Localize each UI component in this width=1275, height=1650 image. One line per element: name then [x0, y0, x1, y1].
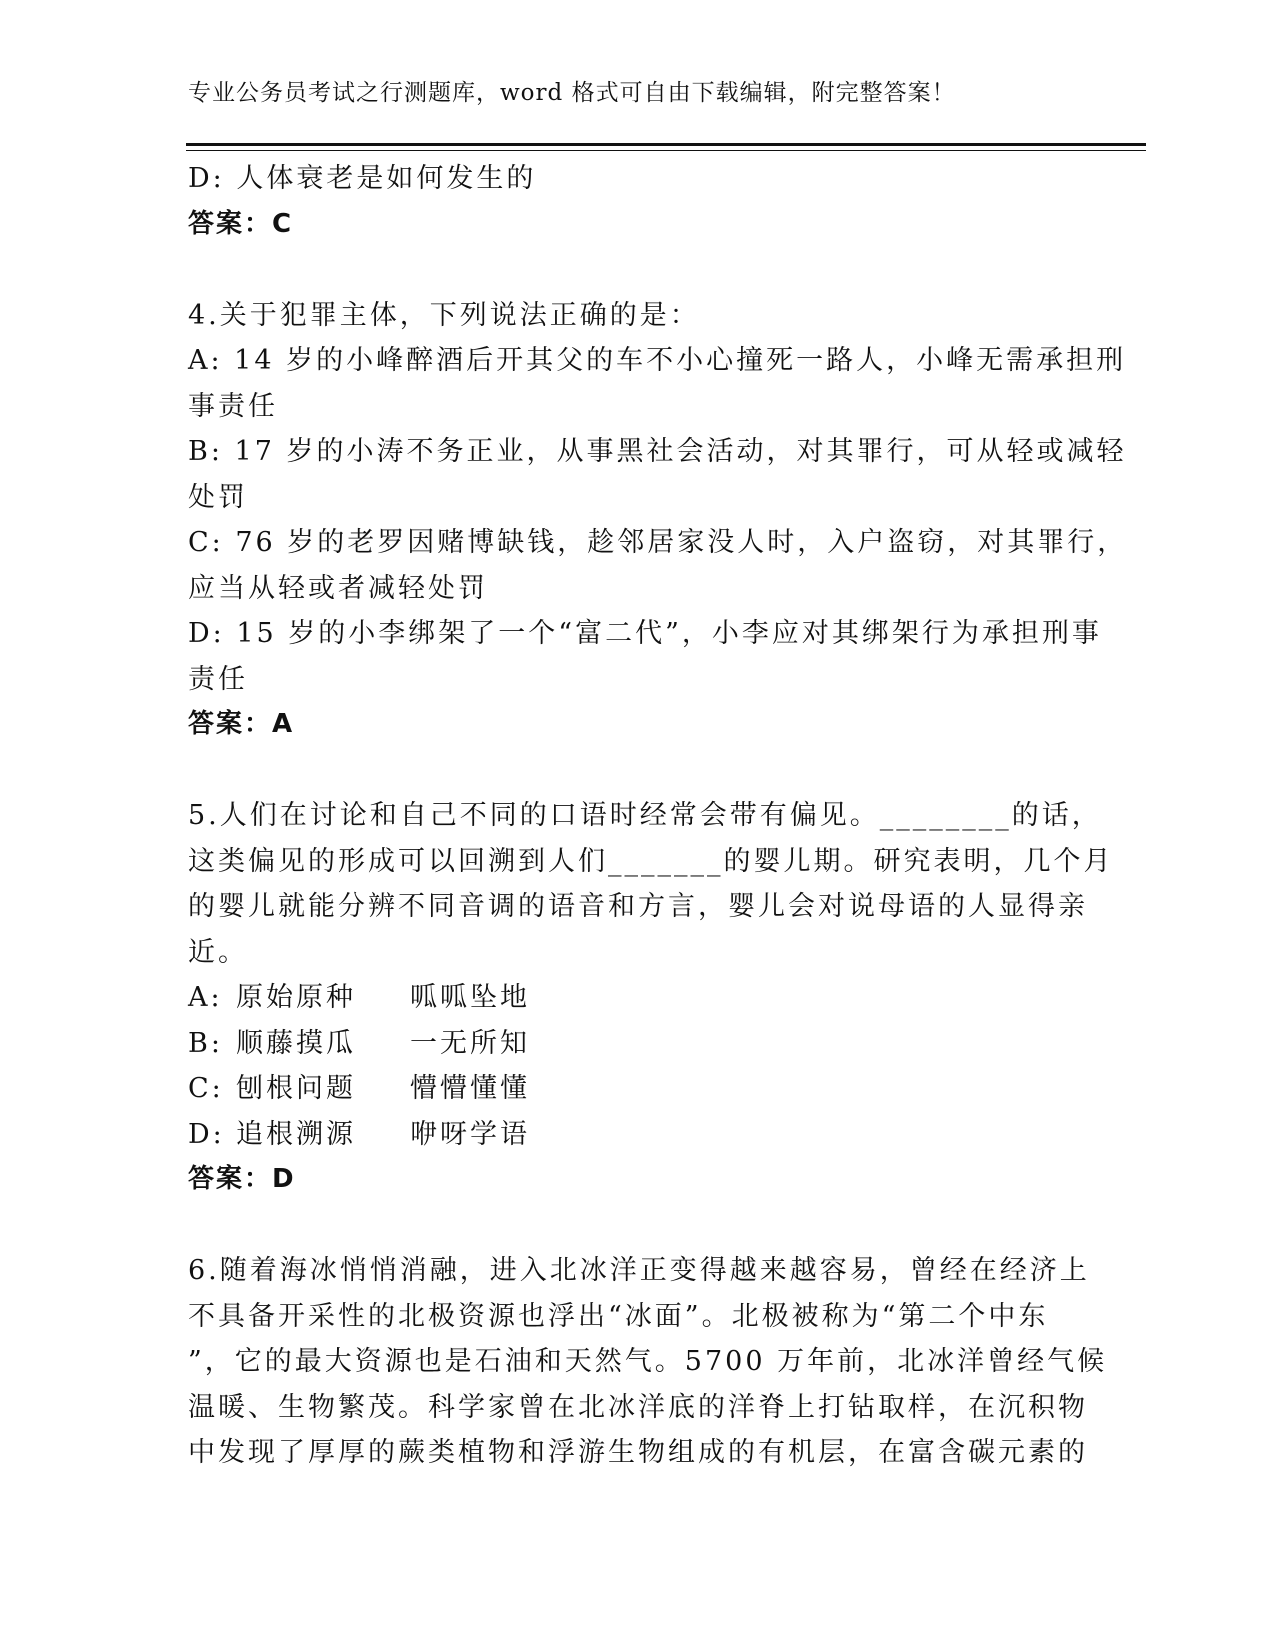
option-line: B: 17 岁的小涛不务正业，从事黑社会活动，对其罪行，可从轻或减轻: [188, 436, 1127, 467]
question-stem: 温暖、生物繁茂。科学家曾在北冰洋底的洋脊上打钻取样，在沉积物: [188, 1391, 1088, 1423]
spacer: [188, 247, 1088, 293]
page-header: 专业公务员考试之行测题库，word 格式可自由下载编辑，附完整答案！: [188, 80, 956, 106]
option-line: 责任: [188, 663, 248, 695]
question-stem: 近。: [188, 936, 248, 968]
question-6: [188, 1248, 1108, 1476]
answer-line: 答案：A: [188, 709, 295, 739]
question-stem: 5.人们在讨论和自己不同的口语时经常会带有偏见。________的话，: [188, 800, 1102, 831]
option-label: B:: [188, 1027, 223, 1059]
question-stem: 的婴儿就能分辨不同音调的语音和方言，婴儿会对说母语的人显得亲: [188, 891, 1088, 922]
header-rule-thin: [186, 150, 1146, 151]
option-first-word: 追根溯源: [236, 1118, 356, 1150]
option-second-word: 咿呀学语: [410, 1118, 530, 1150]
option-first-word: 刨根问题: [236, 1073, 356, 1104]
answer-line: 答案：D: [188, 1164, 296, 1194]
option-line: 处罚: [188, 481, 248, 513]
option-line: 事责任: [188, 390, 278, 422]
document-body: [188, 156, 1128, 1476]
question-stem: 4.关于犯罪主体，下列说法正确的是：: [188, 299, 700, 331]
question-stem: 这类偏见的形成可以回溯到人们_______的婴儿期。研究表明，几个月: [188, 845, 1114, 877]
question-stem: 不具备开采性的北极资源也浮出“冰面”。北极被称为“第二个中东: [188, 1300, 1049, 1332]
option-second-word: 懵懵懂懂: [410, 1073, 530, 1104]
question-stem: 6.随着海冰悄悄消融，进入北冰洋正变得越来越容易，曾经在经济上: [188, 1255, 1090, 1286]
question-stem: ”，它的最大资源也是石油和天然气。5700 万年前，北冰洋曾经气候: [188, 1346, 1108, 1377]
option-label: D:: [188, 1118, 225, 1150]
answer-line: 答案：C: [188, 208, 294, 239]
option-first-word: 顺藤摸瓜: [236, 1027, 356, 1059]
option-first-word: 原始原种: [236, 982, 356, 1013]
option-b: [188, 1021, 1088, 1067]
header-rule-thick: [186, 143, 1146, 146]
option-c: [188, 1066, 1088, 1112]
option-d: [188, 1112, 1088, 1158]
question-4: [188, 293, 1128, 748]
option-line: 应当从轻或者减轻处罚: [188, 572, 488, 604]
option-label: A:: [188, 982, 223, 1013]
spacer: [188, 1203, 1088, 1249]
option-line: D: 人体衰老是如何发生的: [188, 163, 537, 194]
option-line: C: 76 岁的老罗因赌博缺钱，趁邻居家没人时，入户盗窃，对其罪行，: [188, 527, 1128, 558]
spacer: [188, 748, 1088, 794]
option-second-word: 呱呱坠地: [410, 982, 530, 1013]
option-line: D: 15 岁的小李绑架了一个“富二代”，小李应对其绑架行为承担刑事: [188, 618, 1102, 649]
question-stem: 中发现了厚厚的蕨类植物和浮游生物组成的有机层，在富含碳元素的: [188, 1437, 1088, 1468]
option-line: A: 14 岁的小峰醉酒后开其父的车不小心撞死一路人，小峰无需承担刑: [188, 345, 1127, 376]
question-5: [188, 793, 1114, 1203]
option-second-word: 一无所知: [410, 1027, 530, 1059]
option-a: [188, 975, 1088, 1021]
question-3-tail: [188, 156, 1088, 247]
option-label: C:: [188, 1073, 224, 1104]
